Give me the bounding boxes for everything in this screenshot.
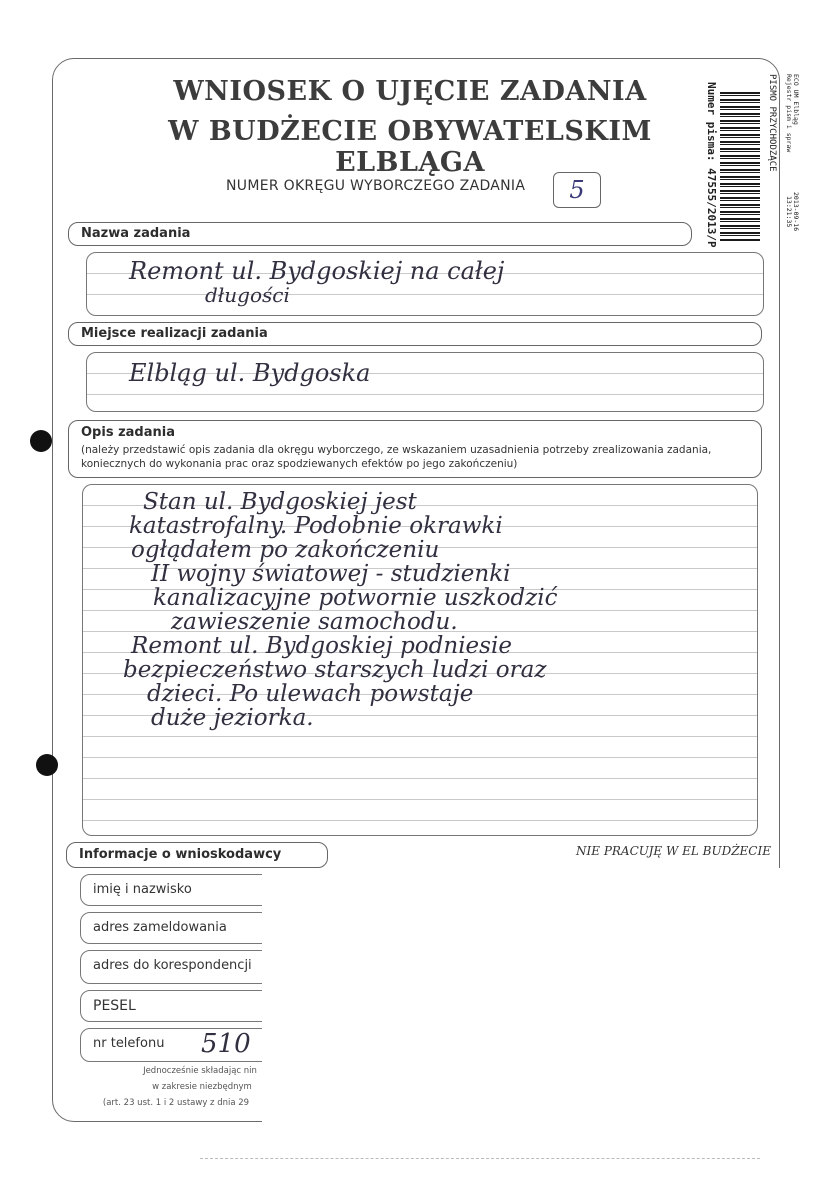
stamp-office-line3: PISMO PRZYCHODZĄCE [767, 74, 777, 172]
form-title-line2: W BUDŻECIE OBYWATELSKIM ELBLĄGA [168, 116, 652, 178]
stamp-time: 13:21:35 [785, 196, 793, 228]
section-applicant-info [66, 842, 328, 868]
task-description-hint-line1: (należy przedstawić opis zadania dla okręgu wyborczego, ze wskazaniem uzasadnienia potrzeby zrealizowania zadania, [81, 444, 712, 456]
row-phone-value: 510 [201, 1029, 251, 1059]
redacted-area [262, 868, 782, 1124]
footer-line3: (art. 23 ust. 1 i 2 ustawy z dnia 29 [102, 1098, 250, 1108]
row-name-label: imię i nazwisko [93, 882, 192, 897]
task-location-label: Miejsce realizacji zadania [81, 326, 268, 341]
row-correspondence-label: adres do korespondencji [93, 958, 252, 973]
bottom-scan-line [200, 1158, 760, 1159]
desc-line: bezpieczeństwo starszych ludzi oraz [123, 657, 547, 683]
section-task-name [68, 222, 692, 246]
desc-line: duże jeziorka. [151, 705, 314, 731]
section-task-location [68, 322, 762, 346]
desc-line: II wojny światowej - studzienki [151, 561, 511, 587]
punch-hole-top [30, 430, 52, 452]
stamp-office-line2: Rejestr pism i spraw [785, 74, 793, 153]
task-name-value-line1: Remont ul. Bydgoskiej na całej [129, 257, 505, 285]
desc-line: ogłądałem po zakończeniu [131, 537, 440, 563]
task-location-field[interactable] [86, 352, 764, 412]
district-label: NUMER OKRĘGU WYBORCZEGO ZADANIA [226, 178, 526, 194]
desc-line: kanalizacyjne potwornie uszkodzić [153, 585, 558, 611]
barcode [720, 92, 760, 242]
section-task-description [68, 420, 762, 478]
footer-line2: w zakresie niezbędnym [152, 1082, 252, 1092]
row-pesel-label: PESEL [93, 998, 136, 1014]
footer-line1: Jednocześnie składając nin [143, 1066, 257, 1076]
stamp-office-line1: ECO UM Elbląg [792, 74, 800, 125]
task-location-value: Elbląg ul. Bydgoska [129, 359, 371, 387]
desc-line: Remont ul. Bydgoskiej podniesie [131, 633, 512, 659]
row-phone-label: nr telefonu [93, 1036, 165, 1051]
row-address-label: adres zameldowania [93, 920, 227, 935]
task-description-label: Opis zadania [81, 425, 175, 440]
stamp-date: 2013-09-16 [792, 192, 800, 232]
task-name-label: Nazwa zadania [81, 226, 191, 241]
district-number-box[interactable]: 5 [553, 172, 601, 208]
task-description-field[interactable] [82, 484, 758, 836]
desc-line: Stan ul. Bydgoskiej jest [143, 489, 417, 515]
desc-line: katastrofalny. Podobnie okrawki [129, 513, 503, 539]
task-name-field[interactable] [86, 252, 764, 316]
desc-line: dzieci. Po ulewach powstaje [147, 681, 474, 707]
task-description-hint-line2: koniecznych do wykonania prac oraz spodziewanych efektów po jego zakończeniu) [81, 458, 518, 470]
punch-hole-bottom [36, 754, 58, 776]
applicant-note: NIE PRACUJĘ W EL BUDŻECIE [576, 844, 771, 858]
desc-line: zawieszenie samochodu. [171, 609, 458, 635]
task-name-value-line2: długości [205, 283, 290, 307]
form-title-line1: WNIOSEK O UJĘCIE ZADANIA [173, 76, 647, 107]
applicant-info-label: Informacje o wnioskodawcy [79, 847, 282, 862]
stamp-numer-pisma: Numer pisma: 47555/2013/P [705, 82, 718, 248]
